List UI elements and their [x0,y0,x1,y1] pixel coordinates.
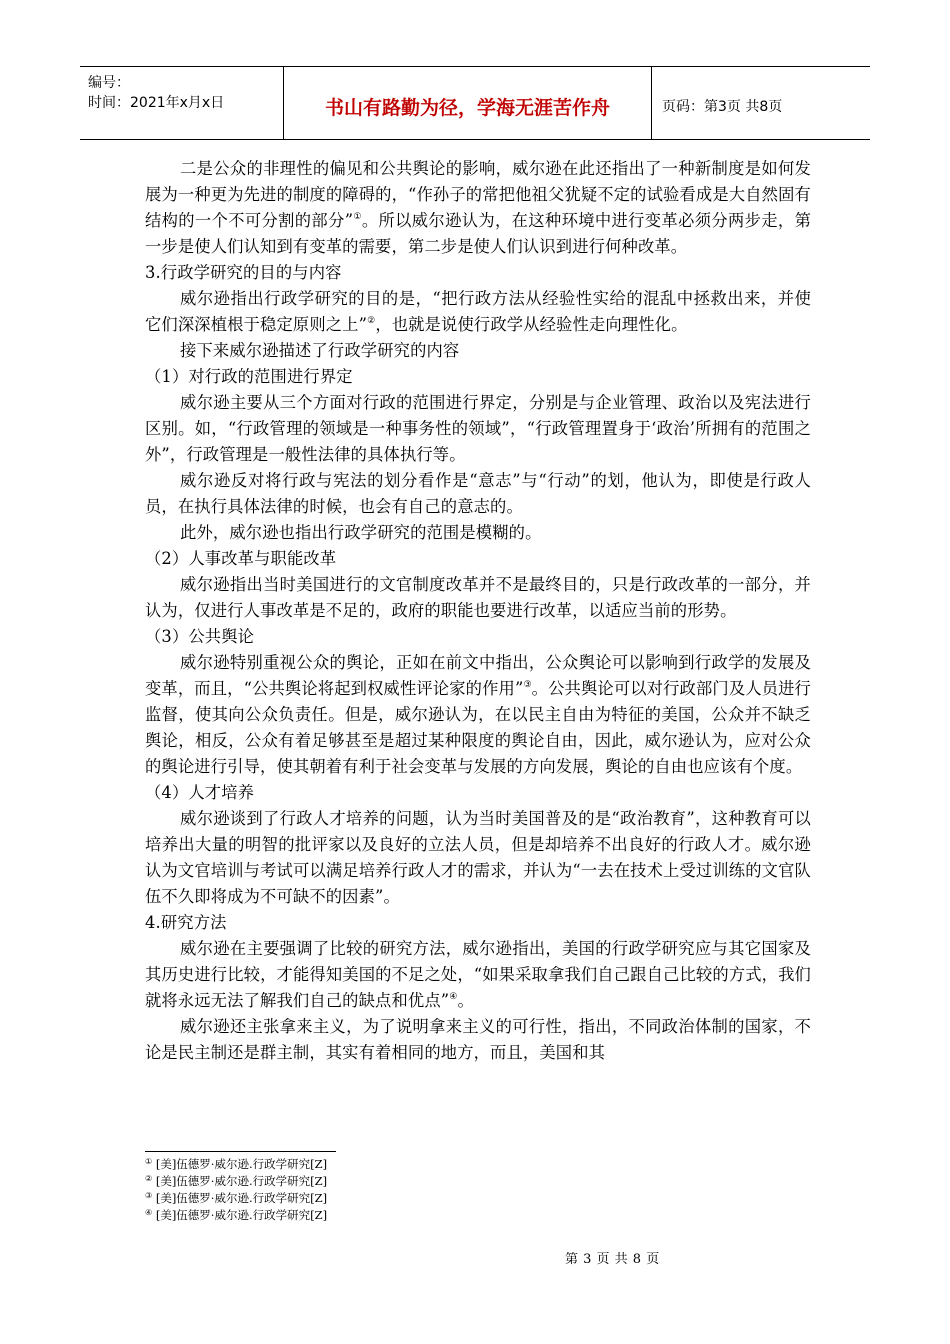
footnote-ref[interactable]: ③ [523,680,532,690]
document-body [145,156,811,1066]
section-heading [145,624,811,650]
paragraph-text-continued: 。 [457,991,474,1010]
body-paragraph [145,156,811,260]
paragraph-text: （3）公共舆论 [145,627,255,646]
paragraph-text: 威尔逊还主张拿来主义，为了说明拿来主义的可行性，指出，不同政治体制的国家，不论是民主制还是群主制，其实有着相同的地方，而且，美国和其 [145,1017,811,1062]
paragraph-text: 此外，威尔逊也指出行政学研究的范围是模糊的。 [180,523,542,542]
footnote-ref[interactable]: ② [367,316,376,326]
paragraph-text-continued: 。公共舆论可以对行政部门及人员进行监督，使其向公众负责任。但是，威尔逊认为，在以民主自由为特征的美国，公众并不缺乏舆论，相反，公众有着足够甚至是超过某种限度的舆论自由，因此，威尔逊认为，应对公众的舆论进行引导，使其朝着有利于社会变革与发展的方向发展，舆论的自由也应该有个度。 [145,679,811,776]
header-meta [80,67,283,139]
footnote [145,1156,327,1173]
section-heading [145,780,811,806]
paragraph-text: 威尔逊在主要强调了比较的研究方法，威尔逊指出，美国的行政学研究应与其它国家及其历史进行比较，才能得知美国的不足之处，“如果采取拿我们自己跟自己比较的方式，我们就将永远无法了解我们自己的缺点和优点” [145,939,811,1010]
body-paragraph [145,286,811,338]
footnote-ref[interactable]: ④ [449,992,458,1002]
paragraph-text: （4）人才培养 [145,783,255,802]
paragraph-text: 威尔逊谈到了行政人才培养的问题，认为当时美国普及的是“政治教育”，这种教育可以培养出大量的明智的批评家以及良好的立法人员，但是却培养不出良好的行政人才。威尔逊认为文官培训与考试可以满足培养行政人才的需求，并认为“一去在技术上受过训练的文官队伍不久即将成为不可缺不的因素”。 [145,809,811,906]
page-header [80,66,870,140]
paragraph-text: 威尔逊指出当时美国进行的文官制度改革并不是最终目的，只是行政改革的一部分，并认为，仅进行人事改革是不足的，政府的职能也要进行改革，以适应当前的形势。 [145,575,811,620]
document-number-label: 编号： [88,75,130,91]
paragraph-text: 威尔逊反对将行政与宪法的划分看作是“意志”与“行动”的划，他认为，即使是行政人员，在执行具体法律的时候，也会有自己的意志的。 [145,471,811,516]
footnote-mark: ② [145,1174,153,1183]
paragraph-text: 4.研究方法 [145,913,227,932]
footnote-text: [美]伍德罗·威尔逊.行政学研究[Z] [152,1157,328,1171]
paragraph-text-continued: 。所以威尔逊认为，在这种环境中进行变革必须分两步走，第一步是使人们认知到有变革的需要，第二步是使人们认识到进行何种改革。 [145,211,812,256]
body-paragraph [145,468,811,520]
section-heading [145,260,811,286]
footnote [145,1190,327,1207]
paragraph-text: 威尔逊特别重视公众的舆论，正如在前文中指出，公众舆论可以影响到行政学的发展及变革，而且，“公共舆论将起到权威性评论家的作用” [145,653,811,698]
body-paragraph [145,650,811,780]
body-paragraph [145,1014,811,1066]
footnote [145,1207,327,1224]
paragraph-text: （1）对行政的范围进行界定 [145,367,353,386]
footnote-ref[interactable]: ① [353,212,362,222]
section-heading [145,364,811,390]
paragraph-text: 威尔逊指出行政学研究的目的是，“把行政方法从经验性实给的混乱中拯救出来，并使它们深深植根于稳定原则之上” [145,289,811,334]
footnotes [145,1156,327,1224]
footnote-mark: ① [145,1157,153,1166]
footnote-separator [145,1151,336,1152]
section-heading [145,910,811,936]
page-footer: 第 3 页 共 8 页 [565,1252,660,1267]
paragraph-text-continued: ，也就是说使行政学从经验性走向理性化。 [375,315,688,334]
footnote-text: [美]伍德罗·威尔逊.行政学研究[Z] [152,1191,328,1205]
header-motto: 书山有路勤为径，学海无涯苦作舟 [283,67,652,139]
paragraph-text: 3.行政学研究的目的与内容 [145,263,342,282]
body-paragraph [145,338,811,364]
paragraph-text: 威尔逊主要从三个方面对行政的范围进行界定，分别是与企业管理、政治以及宪法进行区别。如，“行政管理的领域是一种事务性的领域”，“行政管理置身于‘政治’所拥有的范围之外”，行政管理是一般性法律的具体执行等。 [145,393,811,464]
section-heading [145,546,811,572]
header-page-info: 页码：第3页 共8页 [662,99,783,115]
footnote-text: [美]伍德罗·威尔逊.行政学研究[Z] [152,1208,328,1222]
body-paragraph [145,806,811,910]
paragraph-text: （2）人事改革与职能改革 [145,549,337,568]
document-date: 时间：2021年x月x日 [88,95,225,111]
footnote [145,1173,327,1190]
body-paragraph [145,572,811,624]
paragraph-text: 接下来威尔逊描述了行政学研究的内容 [180,341,460,360]
paragraph-text: 二是公众的非理性的偏见和公共舆论的影响，威尔逊在此还指出了一种新制度是如何发展为一种更为先进的制度的障碍的，“作孙子的常把他祖父犹疑不定的试验看成是大自然固有结构的一个不可分割的部分” [145,159,811,230]
footnote-mark: ③ [145,1191,153,1200]
footnote-text: [美]伍德罗·威尔逊.行政学研究[Z] [152,1174,328,1188]
body-paragraph [145,390,811,468]
footnote-mark: ④ [145,1208,153,1217]
body-paragraph [145,520,811,546]
body-paragraph [145,936,811,1014]
